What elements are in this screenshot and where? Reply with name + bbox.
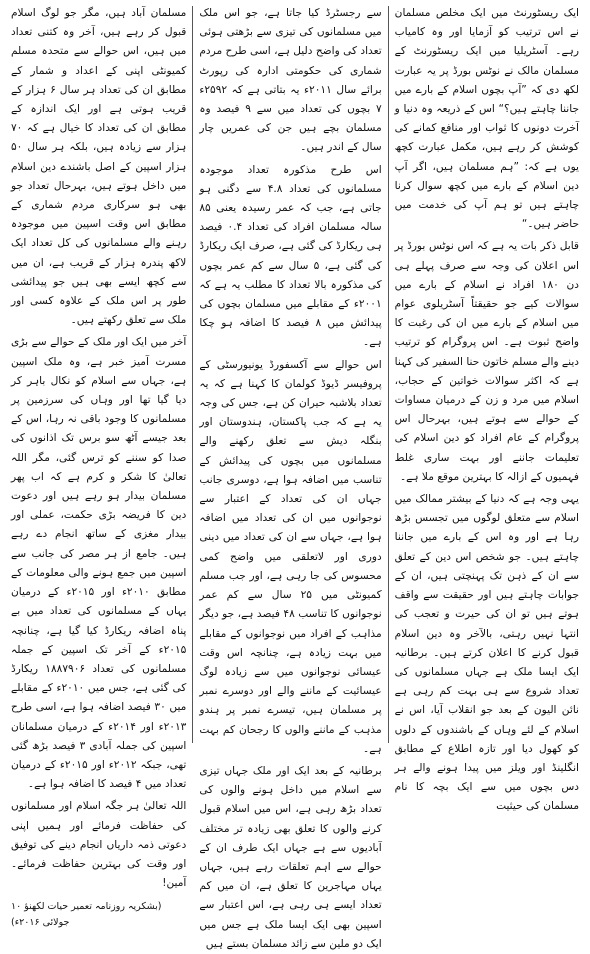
paragraph: اس طرح مذکورہ تعداد موجودہ مسلمانوں کی تعداد ۴.۸ سے دگنی ہو جاتی ہے، جب کہ عمر رسیدہ یعنی ۸۵ سالہ مسلمان افراد کی تعداد ۰.۴ فیصد ہی ریکارڈ کی گئی ہے، صرف ایک ریکارڈ کی گئی ہے، ۵ سال سے کم عمر بچوں کی مذکورہ بالا تعداد کا مطلب یہ ہے کہ ۲۰۰۱ء کے مقابلے میں مسلمان بچوں کی پیدائش میں ۸ فیصد کا اضافہ ہو چکا ہے۔ bbox=[199, 163, 382, 349]
paragraph: ایک ریسٹورنٹ میں ایک مخلص مسلمان نے اس ترتیب کو آزمایا اور وہ کامیاب رہے۔ آسٹریلیا میں ایک ریسٹورنٹ کے مسلمان مالک نے نوٹس بورڈ پر یہ عبارت لکھ دی کہ ”آپ بچوں اسلام کے بارے میں جاننا چاہتے ہیں؟“ اس کے ذریعہ وہ دنیا و آخرت دونوں کا ثواب اور منافع کمانے کی کوشش کر رہے ہیں، مکمل عبارت کچھ یوں ہے کہ: ”ہم مسلمان ہیں، اگر آپ دین اسلام کے بارے میں کچھ سوال کرنا چاہتے ہیں تو ہم آپ کی خدمت میں حاضر ہیں۔“ bbox=[394, 7, 579, 231]
paragraph: سے رجسٹرڈ کیا جاتا ہے، جو اس ملک میں مسلمانوں کی تیزی سے بڑھتی ہوئی تعداد کی واضح دلیل ہے، اسی طرح مردم شماری کی حکومتی ادارہ کی رپورٹ برائے سال ۲۰۱۱ء یہ بتاتی ہے کہ ۲۵۹۲ء ۷ بچوں کی تعداد میں سے ۹ فیصد وہ مسلمان بچے ہیں جن کی عمریں چار سال کے اندر ہیں۔ bbox=[199, 7, 382, 154]
article-column-left bbox=[5, 4, 192, 929]
article-column-middle bbox=[193, 4, 387, 950]
paragraph: اس حوالے سے آکسفورڈ یونیورسٹی کے پروفیسر ڈیوڈ کولمان کا کہنا ہے کہ یہ تعداد بلاشبہ حیران کن ہے، جس کی وجہ یہ ہے کہ جب پاکستان، ہندوستان اور بنگلہ دیش سے تعلق رکھنے والے مسلمانوں میں بچوں کی پیدائش کے تناسب میں اضافہ ہوا ہے، دوسری جانب جہاں ان کی تعداد کے اعتبار سے نوجوانوں میں ان کی تعداد میں اضافہ ہوا ہے، جہاں سے ان کی تعداد میں دینی دوری اور لاتعلقی میں واضح کمی محسوس کی جا رہی ہے، اور جب مسلم کمیونٹی میں ۲۵ سال سے کم عمر نوجوانوں کا تناسب ۴۸ فیصد ہے، جو دیگر مذاہب کے افراد میں نوجوانوں کے مقابلے میں بہت زیادہ ہے، چنانچہ اس وقت عیسائی نوجوانوں میں سے زیادہ لوگ عیسائیت کے ماننے والے اور دوسرے نمبر پر مسلمان ہیں، تیسرے نمبر پر ہندو مذہب کے ماننے والوں کا رجحان کم بہت ہے۔ bbox=[199, 358, 382, 755]
source-credit: (بشکریہ روزنامہ تعمیر حیات لکھنؤ ۱۰ جولائی ۲۰۱۶ء) bbox=[10, 901, 162, 929]
closing-prayer: اللہ تعالیٰ ہر جگہ اسلام اور مسلمانوں کی حفاظت فرمائے اور ہمیں اپنی دعوتی ذمہ داریاں انجام دینے کی توفیق اور وقت کی بہترین حفاظت فرمائے۔ آمین! bbox=[10, 800, 187, 890]
paragraph: آخر میں ایک اور ملک کے حوالے سے بڑی مسرت آمیز خبر ہے، وہ ملک اسپین ہے، جہاں سے اسلام کو نکال باہر کر دیا گیا تھا اور وہاں کی سرزمین پر مسلمانوں کا وجود باقی نہ رہا، اس کے بعد جیسے آٹھ سو برس تک اذانوں کی صدا کو سننے کو ترس گئی، مگر اللہ تعالیٰ کا شکر و کرم ہے کہ اب پھر مسلمان بیدار ہو رہے ہیں اور دعوت دین کا فریضہ بڑی حکمت، عملی اور بیدار مغزی کے ساتھ انجام دے رہے ہیں۔ جامع از ہر مصر کی جانب سے اسپین میں جمع ہونے والی معلومات کے مطابق ۲۰۱۰ء اور ۲۰۱۵ء کے درمیان یہاں کے مسلمانوں کی تعداد میں بے پناہ اضافہ ریکارڈ کیا گیا ہے، چنانچہ ۲۰۱۵ء کے آخر تک اسپین کے جملہ مسلمانوں کی تعداد ۱۸۸۷۹۰۶ ریکارڈ کی گئی ہے، جس میں ۲۰۱۰ء کے مقابلے میں ۳۰ فیصد اضافہ ہوا ہے، اسی طرح ۲۰۱۳ء اور ۲۰۱۴ء کے درمیان مسلمانان اسپین کی جملہ آبادی ۳ فیصد بڑھ گئی تھی، جبکہ ۲۰۱۲ء اور ۲۰۱۵ء کے درمیان تعداد میں ۴ فیصد کا اضافہ ہوا ہے۔ bbox=[10, 336, 187, 791]
paragraph: برطانیہ کے بعد ایک اور ملک جہاں تیزی سے اسلام میں داخل ہونے والوں کی تعداد بڑھ رہی ہے، اس میں اسلام قبول کرنے والوں کا تعلق بھی زیادہ تر مختلف آبادیوں سے ہے جہاں ایک طرف ان کے حوالے سے اہم تعلقات رہے ہیں، جہاں یہاں مہاجرین کا تعلق ہے، ان میں کم تعداد ایسے ہی رہی ہے، اس اعتبار سے اسپین بھی ایک ایسا ملک ہے جس میں ایک دو ملین سے زائد مسلمان بستے ہیں bbox=[199, 764, 382, 950]
paragraph: قابل ذکر بات یہ ہے کہ اس نوٹس بورڈ پر اس اعلان کی وجہ سے صرف پہلے ہی دن ۱۸۰ افراد نے اسلام کے بارے میں سوالات کیے جو حقیقتاً آسٹریلوی عوام میں اسلام کے بارے میں ان کی رغبت کا واضح ثبوت ہے۔ اس پروگرام کو ترتیب دینے والے مسلم خاتون حنا السفیر کی کہنا ہے کہ اکثر سوالات خواتین کے حجاب، اسلام میں مرد و زن کے درمیان مساوات کے حوالے سے ہوتے ہیں، بہرحال اس پروگرام کے عام افراد کو دین اسلام کی تعلیمات جاننے اور بہت ساری غلط فہمیوں کے ازالہ کا بہترین موقع ملا ہے۔ bbox=[394, 240, 579, 483]
paragraph: یہی وجہ ہے کہ دنیا کے بیشتر ممالک میں اسلام سے متعلق لوگوں میں تجسس بڑھ رہا ہے اور وہ اس کے بارے میں جاننا چاہتے ہیں۔ جو شخص اس دین کے تعلق سے ان کے ذہن تک پہنچتی ہیں، ان کے جوابات چاہتے ہیں اور حقیقت سے واقف ہوتے ہیں تو ان کی حیرت و تعجب کی انتہا نہیں رہتی، بالآخر وہ دین اسلام قبول کرنے کا اعلان کرتے ہیں۔ برطانیہ ایک ایسا ملک ہے جہاں مسلمانوں کی تعداد شروع سے ہی بہت کم رہی ہے نائن الیون کے بعد جو انقلاب آیا، اس نے اسلام کے لئے وہاں کے باشندوں کے دلوں کو کھول دیا اور تازہ اطلاع کے مطابق انگلینڈ اور ویلز میں پیدا ہونے والے ہر دس بچوں میں سے ایک بچہ کا نام مسلمان کی حیثیت bbox=[394, 493, 579, 813]
article-column-right bbox=[389, 4, 585, 813]
paragraph: مسلمان آباد ہیں، مگر جو لوگ اسلام قبول کر رہے ہیں، آخر وہ کتنی تعداد میں ہیں، اس حوالے سے متحدہ مسلم کمیونٹی اپنی کے اعداد و شمار کے مطابق ان کی تعداد ہر سال ۶ ہزار کے قریب ہوتی ہے اور ایک اندازہ کے مطابق ان کی تعداد کا خیال ہے کہ ۷۰ ہزار سے زیادہ ہیں، بلکہ ہر سال ۵۰ ہزار اسپین کے اصل باشندے دین اسلام میں داخل ہوتے ہیں، بہرحال تعداد جو بھی ہو سرکاری مردم شماری کے مطابق اس وقت اسپین میں موجودہ رہنے والے مسلمانوں کی کل تعداد ایک لاکھ پندرہ ہزار کے قریب ہے، ان میں سے کچھ ایسے بھی ہیں جو پیدائشی طور پر اس ملک کے علاوہ کسی اور ملک سے تعلق رکھتے ہیں۔ bbox=[10, 7, 187, 327]
